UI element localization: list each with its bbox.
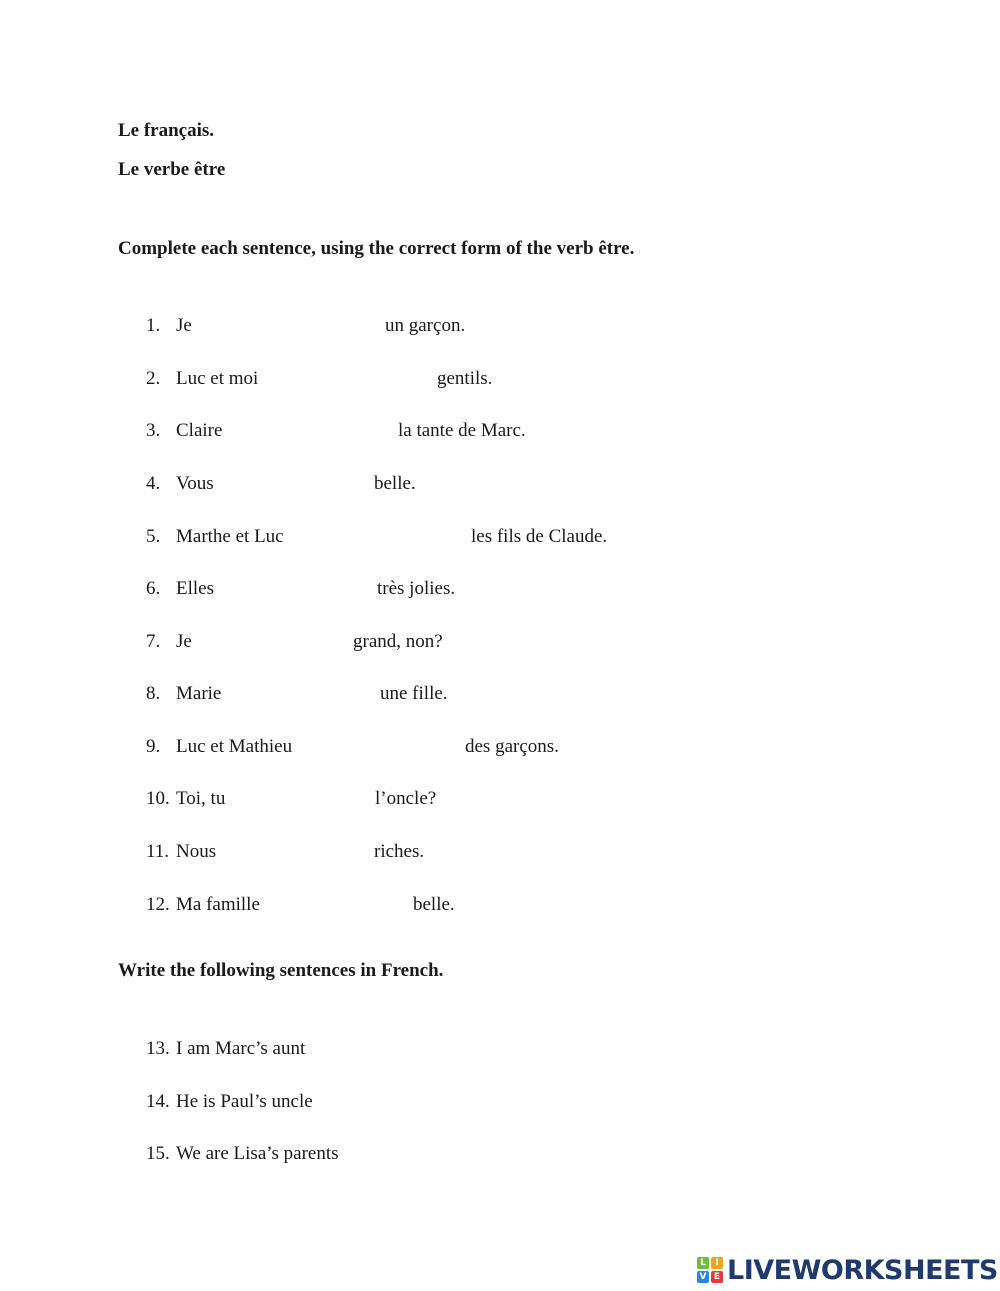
item-completion: une fille. [380,683,448,704]
translation-answer[interactable] [400,1038,854,1062]
item-number: 14. [146,1091,170,1112]
answer-blank[interactable] [231,578,375,602]
worksheet-subtitle: Le verbe être [118,159,226,180]
item-completion: grand, non? [353,631,443,652]
answer-blank[interactable] [249,788,373,812]
answer-blank[interactable] [222,841,372,865]
item-completion: un garçon. [385,315,466,336]
item-number: 2. [146,368,161,389]
logo-block-v: V [697,1271,709,1283]
exercise-item [0,631,1000,655]
translation-answer[interactable] [400,1143,854,1167]
item-prompt: He is Paul’s uncle [176,1091,313,1112]
item-number: 11. [146,841,170,862]
item-completion: belle. [413,894,455,915]
item-completion: belle. [374,473,416,494]
logo-text: LIVEWORKSHEETS [727,1254,998,1286]
item-number: 4. [146,473,161,494]
item-completion: les fils de Claude. [471,526,608,547]
item-subject: Luc et Mathieu [176,736,293,757]
section1-instruction: Complete each sentence, using the correct form of the verb être. [118,238,635,259]
item-number: 6. [146,578,161,599]
logo-block-l: L [697,1257,709,1269]
item-number: 10. [146,788,170,809]
item-completion: la tante de Marc. [398,420,526,441]
exercise-item [0,315,1000,339]
answer-blank[interactable] [303,526,469,550]
item-prompt: We are Lisa’s parents [176,1143,339,1164]
item-subject: Elles [176,578,214,599]
item-subject: Vous [176,473,214,494]
item-subject: Luc et moi [176,368,259,389]
item-subject: Je [176,315,192,336]
item-number: 3. [146,420,161,441]
answer-blank[interactable] [276,894,411,918]
exercise-item [0,736,1000,760]
item-number: 9. [146,736,161,757]
item-subject: Nous [176,841,217,862]
exercise-item [0,526,1000,550]
item-subject: Je [176,631,192,652]
logo-block-i: I [711,1257,723,1269]
exercise-item [0,368,1000,392]
item-completion: très jolies. [377,578,456,599]
logo-block-e: E [711,1271,723,1283]
exercise-item [0,683,1000,707]
item-completion: des garçons. [465,736,559,757]
item-subject: Marie [176,683,222,704]
worksheet-title: Le français. [118,120,215,141]
item-number: 15. [146,1143,170,1164]
translation-item [0,1143,1000,1167]
answer-blank[interactable] [312,736,463,760]
item-number: 5. [146,526,161,547]
answer-blank[interactable] [240,420,396,444]
answer-blank[interactable] [204,315,383,339]
exercise-item [0,788,1000,812]
answer-blank[interactable] [231,683,378,707]
item-number: 12. [146,894,170,915]
answer-blank[interactable] [276,368,435,392]
answer-blank[interactable] [204,631,351,655]
answer-blank[interactable] [222,473,372,497]
item-subject: Marthe et Luc [176,526,284,547]
item-subject: Ma famille [176,894,260,915]
item-subject: Toi, tu [176,788,226,809]
translation-item [0,1038,1000,1062]
translation-item [0,1091,1000,1115]
exercise-item [0,473,1000,497]
liveworksheets-logo [697,1255,998,1285]
item-completion: gentils. [437,368,493,389]
item-number: 8. [146,683,161,704]
item-subject: Claire [176,420,223,441]
section2-instruction: Write the following sentences in French. [118,960,444,981]
item-number: 13. [146,1038,170,1059]
item-number: 7. [146,631,161,652]
item-completion: riches. [374,841,425,862]
live-blocks-icon [697,1257,723,1283]
exercise-item [0,420,1000,444]
item-prompt: I am Marc’s aunt [176,1038,306,1059]
translation-answer[interactable] [400,1091,854,1115]
exercise-item [0,841,1000,865]
exercise-item [0,894,1000,918]
item-completion: l’oncle? [375,788,437,809]
item-number: 1. [146,315,161,336]
exercise-item [0,578,1000,602]
